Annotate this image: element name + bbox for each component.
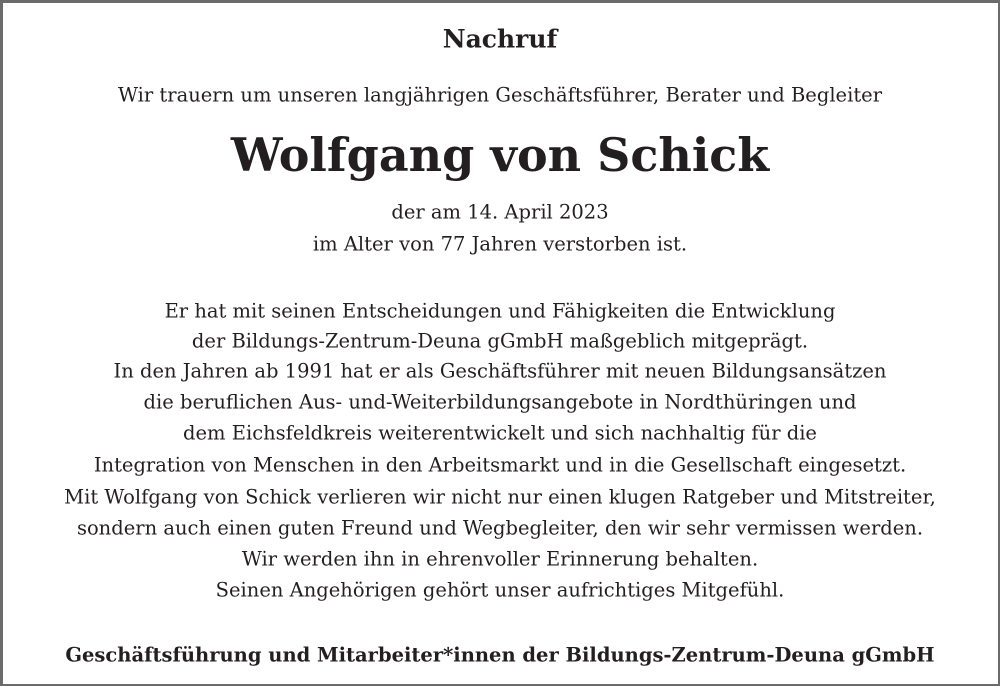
intro-line: Wir trauern um unseren langjährigen Geschäftsführer, Berater und Begleiter — [117, 83, 883, 107]
body-line: Mit Wolfgang von Schick verlieren wir nicht nur einen klugen Ratgeber und Mitstreiter, — [64, 485, 936, 509]
age-line: im Alter von 77 Jahren verstorben ist. — [312, 232, 688, 256]
body-line: Wir werden ihn in ehrenvoller Erinnerung behalten. — [241, 547, 759, 571]
notice-heading: Nachruf — [442, 24, 558, 54]
deceased-name: Wolfgang von Schick — [230, 128, 770, 182]
body-line: sondern auch einen guten Freund und Wegbegleiter, den wir sehr vermissen werden. — [76, 516, 924, 540]
signature-line: Geschäftsführung und Mitarbeiter*innen der Bildungs-Zentrum-Deuna gGmbH — [65, 643, 935, 667]
body-line: dem Eichsfeldkreis weiterentwickelt und sich nachhaltig für die — [183, 421, 817, 445]
body-line: In den Jahren ab 1991 hat er als Geschäftsführer mit neuen Bildungsansätzen — [113, 359, 887, 383]
body-line: die beruflichen Aus- und-Weiterbildungsangebote in Nordthüringen und — [143, 390, 857, 414]
body-line: der Bildungs-Zentrum-Deuna gGmbH maßgeblich mitgeprägt. — [191, 329, 809, 353]
body-line: Seinen Angehörigen gehört unser aufrichtiges Mitgefühl. — [215, 578, 785, 602]
death-date-line: der am 14. April 2023 — [391, 200, 609, 224]
body-line: Integration von Menschen in den Arbeitsmarkt und in die Gesellschaft eingesetzt. — [93, 453, 907, 477]
body-line: Er hat mit seinen Entscheidungen und Fähigkeiten die Entwicklung — [164, 299, 836, 323]
